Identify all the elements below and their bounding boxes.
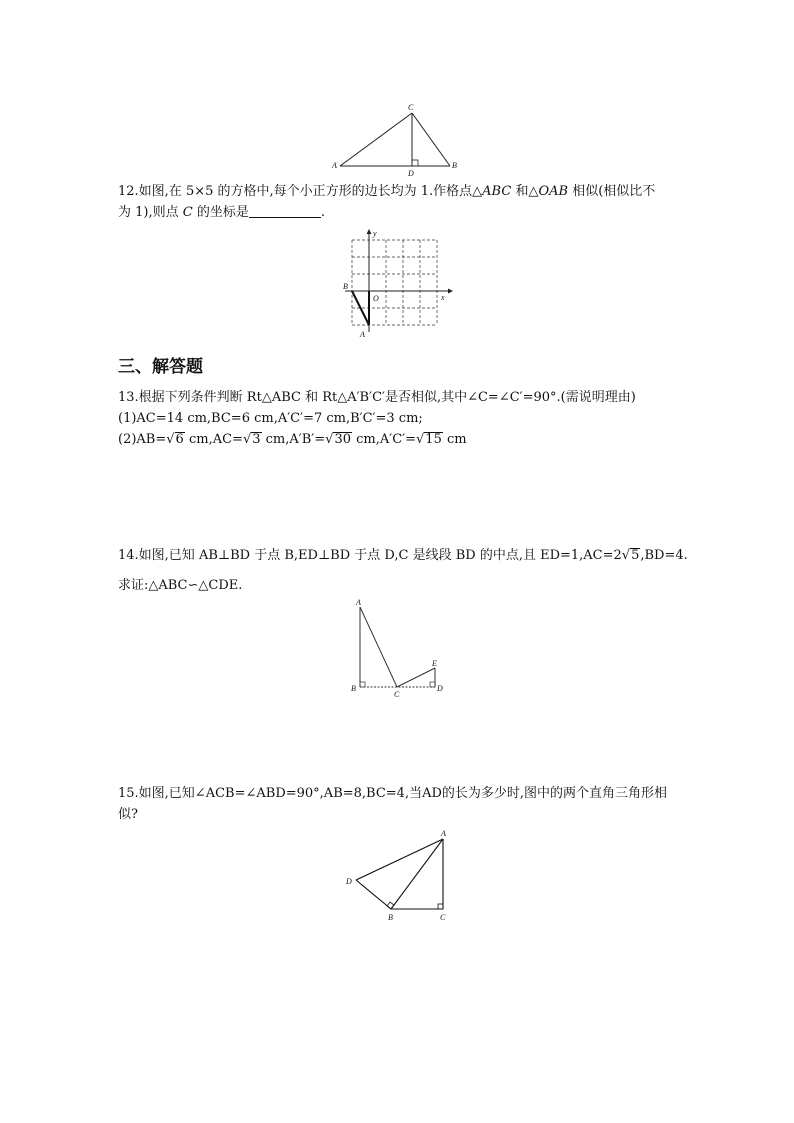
figure-q12-grid bbox=[340, 228, 455, 343]
q13-p2a: (2)AB= bbox=[118, 432, 167, 447]
section-title: 三、解答题 bbox=[118, 357, 203, 377]
label-b: B bbox=[388, 913, 393, 922]
q14-line1a: 14.如图,已知 AB⊥BD 于点 B,ED⊥BD 于点 D,C 是线段 BD 的中点,且 ED=1,AC=2 bbox=[118, 548, 622, 563]
q12-c: C bbox=[182, 205, 193, 220]
q13-line1: 13.根据下列条件判断 Rt△ABC 和 Rt△A′B′C′是否相似,其中∠C=∠C′=90°.(需说明理由) bbox=[118, 390, 636, 405]
figure-q15 bbox=[340, 828, 460, 928]
q14-line2: 求证:△ABC∽△CDE. bbox=[118, 578, 243, 593]
q14-line1b: ,BD=4. bbox=[640, 548, 688, 563]
q13-line2: (1)AC=14 cm,BC=6 cm,A′C′=7 cm,B′C′=3 cm; bbox=[118, 411, 423, 426]
q13-p2c: cm,A′B′= bbox=[261, 432, 326, 447]
sqrt-3: √3 bbox=[242, 432, 261, 447]
sqrt-6: √6 bbox=[166, 432, 184, 447]
label-c: C bbox=[394, 690, 400, 699]
q12-abc: ABC bbox=[482, 184, 512, 199]
q12-mid: 和△ bbox=[511, 184, 539, 199]
label-d: D bbox=[346, 877, 352, 886]
sqrt-5: √5 bbox=[621, 548, 640, 563]
origin-label: O bbox=[373, 294, 379, 303]
label-c: C bbox=[440, 913, 446, 922]
label-d: D bbox=[408, 169, 414, 178]
q15-line2: 似? bbox=[118, 807, 138, 822]
q12-tail: 相似(相似比不 bbox=[568, 184, 656, 199]
q12-oab: OAB bbox=[538, 184, 569, 199]
point-b-label: B bbox=[343, 282, 348, 291]
q12-lead: 12.如图,在 5×5 的方格中,每个小正方形的边长均为 1.作格点△ bbox=[118, 184, 483, 199]
q14-line1 bbox=[118, 545, 688, 567]
label-b: B bbox=[452, 161, 457, 170]
sqrt-30: √30 bbox=[325, 432, 351, 447]
label-a: A bbox=[332, 161, 337, 170]
q12-line2 bbox=[118, 202, 325, 224]
q12-line2-start: 为 1),则点 bbox=[118, 205, 183, 220]
label-d: D bbox=[437, 684, 443, 693]
answer-blank[interactable] bbox=[249, 203, 321, 218]
label-a: A bbox=[356, 598, 361, 607]
point-a-label: A bbox=[360, 330, 365, 339]
label-c: C bbox=[408, 103, 414, 112]
q13-p2d: cm,A′C′= bbox=[351, 432, 416, 447]
q15-line1: 15.如图,已知∠ACB=∠ABD=90°,AB=8,BC=4,当AD的长为多少时,图中的两个直角三角形相 bbox=[118, 786, 668, 801]
label-e: E bbox=[432, 659, 437, 668]
axis-x-label: x bbox=[441, 293, 445, 302]
q13-line3 bbox=[118, 429, 467, 451]
axis-y-label: y bbox=[373, 229, 377, 238]
q13-p2e: cm bbox=[442, 432, 467, 447]
q13-p2b: cm,AC= bbox=[184, 432, 243, 447]
q12-line1 bbox=[118, 181, 655, 203]
figure-q14 bbox=[345, 595, 455, 705]
label-b: B bbox=[351, 684, 356, 693]
q12-line2-end: 的坐标是 bbox=[192, 205, 249, 220]
figure-q11-triangle bbox=[330, 100, 470, 180]
sqrt-15: √15 bbox=[416, 432, 442, 447]
q12-period: . bbox=[320, 205, 325, 220]
label-a: A bbox=[441, 829, 446, 838]
